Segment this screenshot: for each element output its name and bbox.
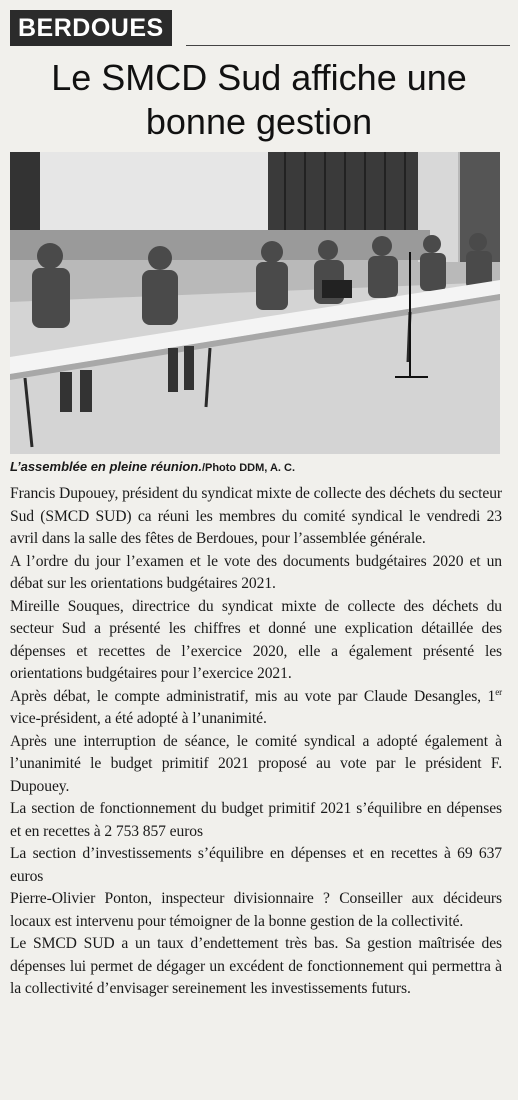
paragraph-4-start: Après débat, le compte administratif, mis au vote par Claude Desangles, 1	[10, 687, 496, 705]
paragraph-4	[10, 686, 502, 731]
headline-line-2: bonne gestion	[145, 101, 373, 142]
paragraph-2: A l’ordre du jour l’examen et le vote des documents budgétaires 2020 et un débat sur les orientations budgétaires 2021.	[10, 552, 502, 592]
meeting-photo-illustration	[10, 152, 500, 454]
section-kicker: BERDOUES	[10, 10, 172, 46]
caption-text: L’assemblée en pleine réunion.	[10, 459, 202, 474]
paragraph-4-end: vice-président, a été adopté à l’unanimité.	[10, 710, 267, 727]
paragraph-5: Après une interruption de séance, le comité syndical a adopté également à l’unanimité le budget primitif 2021 proposé au vote par le président F. Dupouey.	[10, 732, 502, 795]
ordinal-superscript: er	[495, 686, 502, 697]
photo-caption	[10, 458, 295, 477]
kicker-rule	[186, 45, 510, 46]
article-body	[10, 483, 502, 1001]
paragraph-7: La section d’investissements s’équilibre en dépenses et en recettes à 69 637 euros	[10, 845, 502, 885]
paragraph-8: Pierre-Olivier Ponton, inspecteur divisionnaire ? Conseiller aux décideurs locaux est intervenu pour témoigner de la bonne gestion de la collectivité.	[10, 890, 502, 930]
headline-line-1: Le SMCD Sud affiche une	[51, 57, 467, 98]
photo-credit: /Photo DDM, A. C.	[201, 462, 296, 474]
meeting-photo	[10, 152, 500, 454]
paragraph-1: Francis Dupouey, président du syndicat mixte de collecte des déchets du secteur Sud (SMCD SUD) ca réuni les membres du comité syndical le vendredi 23 avril dans la salle des fêtes de Berdoues, pour l’assemblée générale.	[10, 485, 502, 547]
headline	[0, 56, 518, 144]
paragraph-3: Mireille Souques, directrice du syndicat mixte de collecte des déchets du secteur Sud a présenté les chiffres et donné une explication détaillée des dépenses et recettes de l’exercice 2020, elle a également présenté les orientations budgétaires pour l’exercice 2021.	[10, 597, 502, 682]
paragraph-6: La section de fonctionnement du budget primitif 2021 s’équilibre en dépenses et en recettes à 2 753 857 euros	[10, 800, 502, 840]
paragraph-9: Le SMCD SUD a un taux d’endettement très bas. Sa gestion maîtrisée des dépenses lui permet de dégager un excédent de fonctionnement qui permettra à la collectivité d’envisager sereinement les investissements futurs.	[10, 935, 502, 997]
